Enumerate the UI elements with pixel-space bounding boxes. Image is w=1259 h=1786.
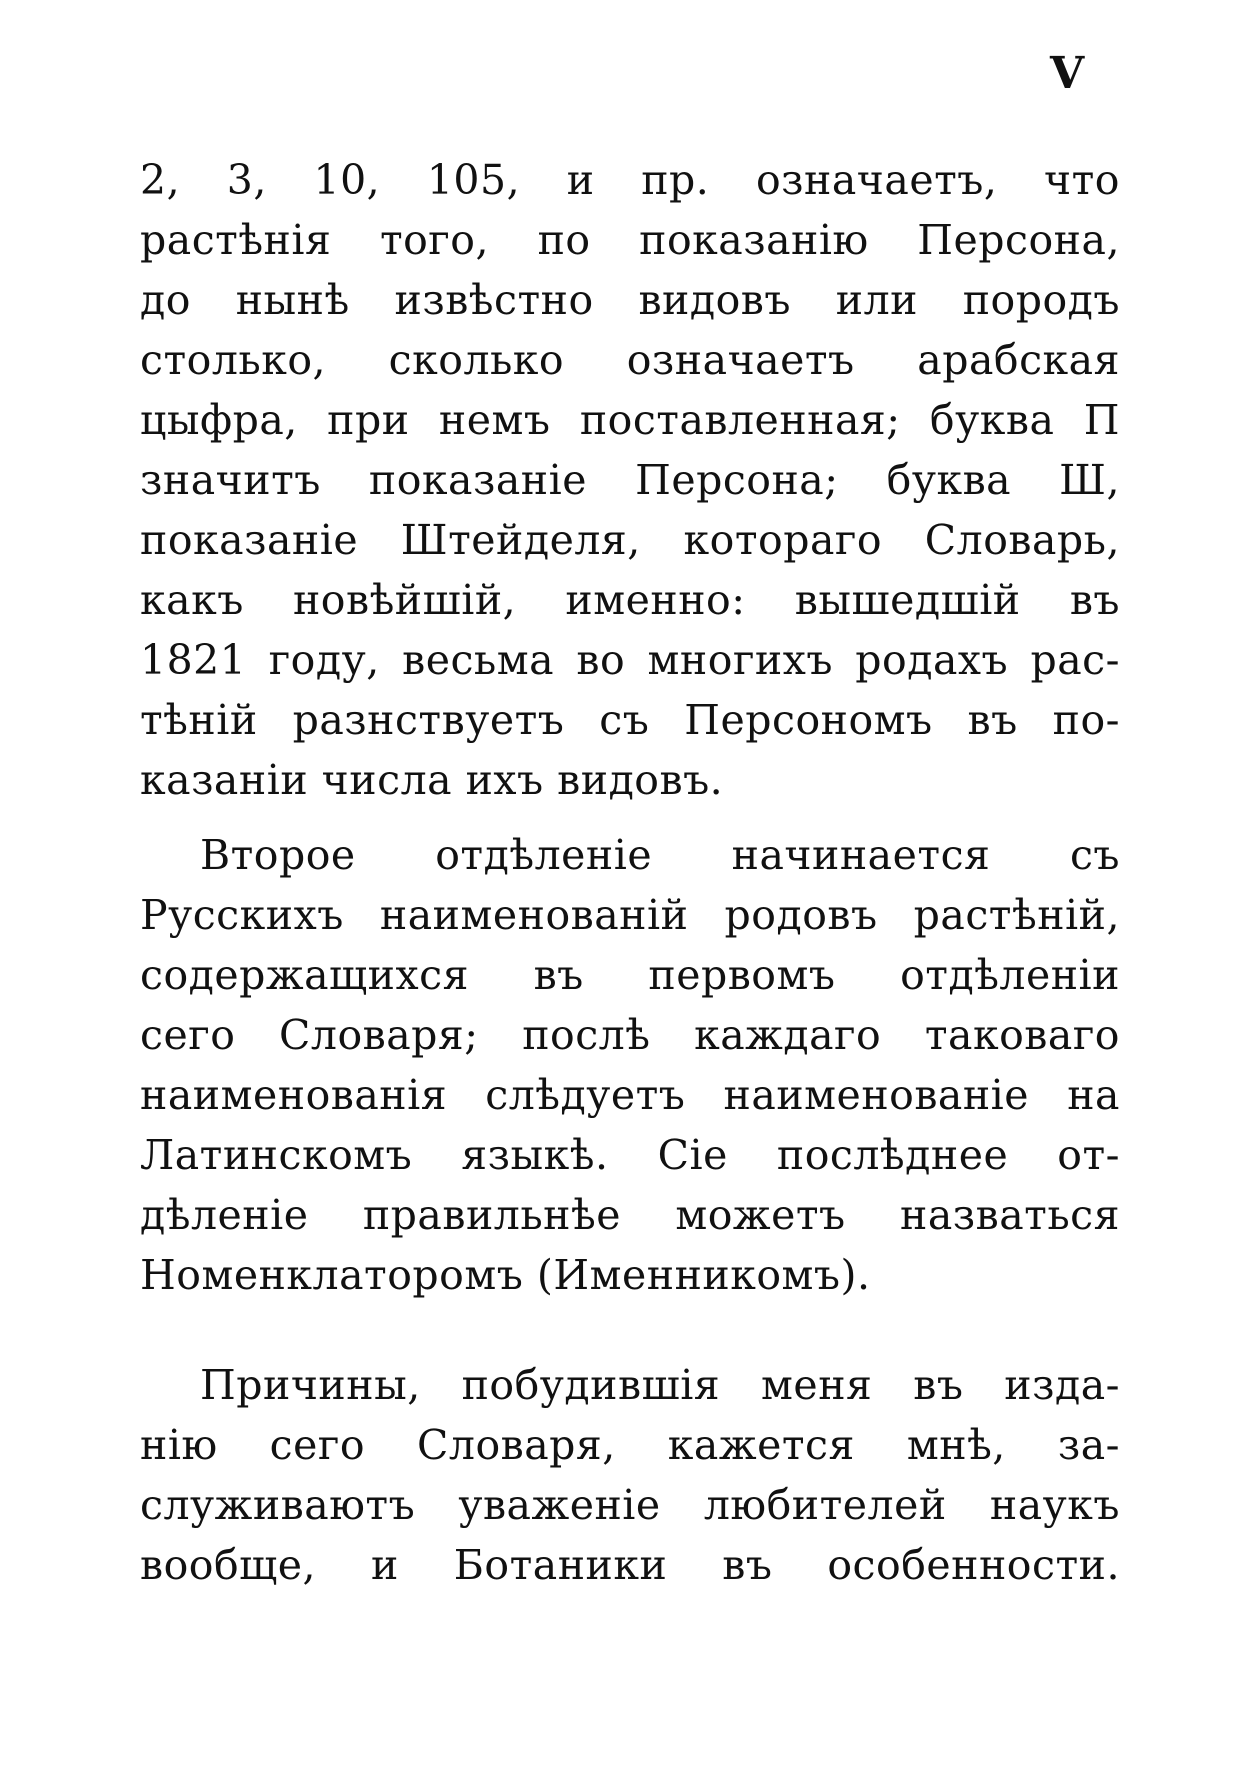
text-line: 2, 3, 10, 105, и пр. означаетъ, что bbox=[140, 156, 1120, 204]
text-line: сего Словаря; послѣ каждаго таковаго bbox=[140, 1011, 1120, 1059]
paragraph-3 bbox=[140, 1355, 1120, 1595]
paragraph-1 bbox=[140, 150, 1120, 810]
text-line: показаніе Штейделя, котораго Словарь, bbox=[140, 516, 1120, 564]
page-number: V bbox=[1050, 48, 1085, 99]
text-line: растѣнія того, по показанію Персона, bbox=[140, 216, 1120, 264]
text-line: тѣній разнствуетъ съ Персономъ въ по- bbox=[140, 696, 1120, 744]
text-line: нію сего Словаря, кажется мнѣ, за- bbox=[140, 1421, 1120, 1469]
text-line: Причины, побудившія меня въ изда- bbox=[200, 1361, 1120, 1409]
text-line: дѣленіе правильнѣе можетъ назваться bbox=[140, 1191, 1120, 1239]
text-line: содержащихся въ первомъ отдѣленіи bbox=[140, 951, 1120, 999]
text-line: Номенклаторомъ (Именникомъ). bbox=[140, 1251, 871, 1299]
text-line: какъ новѣйшій, именно: вышедшій въ bbox=[140, 576, 1120, 624]
text-line: Латинскомъ языкѣ. Сіе послѣднее от- bbox=[140, 1131, 1120, 1179]
text-line: служиваютъ уваженіе любителей наукъ bbox=[140, 1481, 1120, 1529]
text-line: казаніи числа ихъ видовъ. bbox=[140, 756, 724, 804]
text-line: 1821 году, весьма во многихъ родахъ рас- bbox=[140, 636, 1120, 684]
paragraph-2 bbox=[140, 825, 1120, 1305]
text-line: вообще, и Ботаники въ особенности. bbox=[140, 1541, 1120, 1589]
text-line: наименованія слѣдуетъ наименованіе на bbox=[140, 1071, 1120, 1119]
text-line: столько, сколько означаетъ арабская bbox=[140, 336, 1120, 384]
text-line: Второе отдѣленіе начинается съ bbox=[200, 831, 1120, 879]
text-line: до нынѣ извѣстно видовъ или породъ bbox=[140, 276, 1120, 324]
text-line: значитъ показаніе Персона; буква Ш, bbox=[140, 456, 1120, 504]
text-line: Русскихъ наименованій родовъ растѣній, bbox=[140, 891, 1120, 939]
text-line: цыфра, при немъ поставленная; буква П bbox=[140, 396, 1120, 444]
